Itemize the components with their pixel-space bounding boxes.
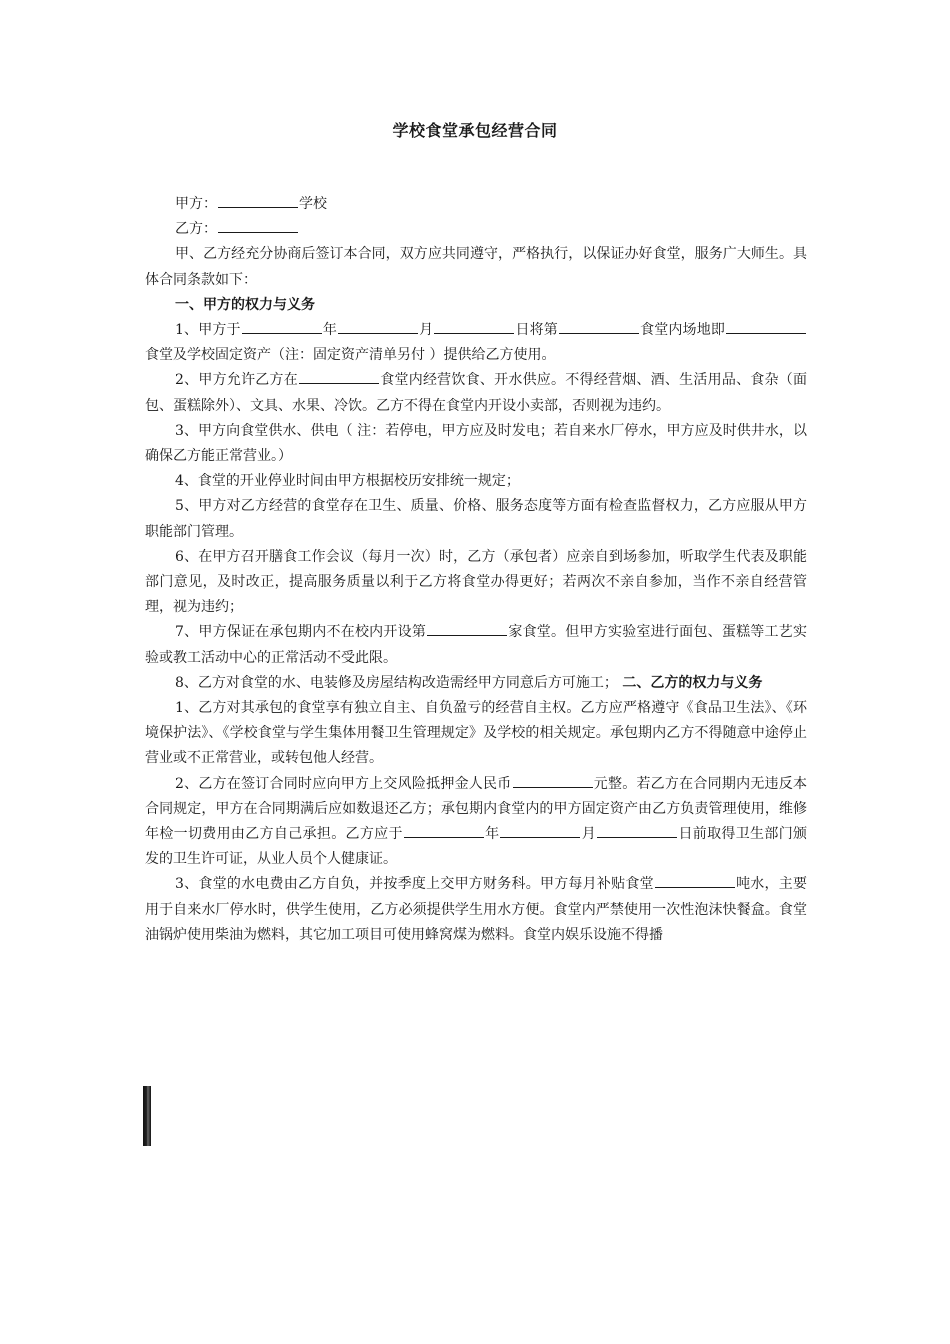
s2-item3-text-b: 吨水，主要用于自来水厂停水时，供学生使用，乙方必须提供学生用水方便。食堂内严禁使用一次性泡沫快餐盒。食堂油锅炉使用柴油为燃料，其它加工项目可使用蜂窝煤为燃料。食堂内娱乐设施不得播 (145, 876, 808, 943)
party-b-blank (218, 217, 298, 233)
s2-item2-text-d: 月 (581, 826, 597, 843)
s1-item7-text-a: 7、甲方保证在承包期内不在校内开设第 (175, 624, 427, 641)
section2-heading: 二、乙方的权力与义务 (622, 674, 763, 691)
s2-item1: 1、乙方对其承包的食堂享有独立自主、自负盈亏的经营自主权。乙方应严格遵守《食品卫生法》、《环境保护法》、《学校食堂与学生集体用餐卫生管理规定》及学校的相关规定。承包期内乙方不得随意中途停止营业或不正常营业，或转包他人经营。 (145, 700, 807, 767)
s2-item3 (145, 872, 807, 948)
s1-item1-text-a: 1、甲方于 (175, 322, 241, 339)
blank-field (299, 368, 379, 384)
s1-item1-text-b: 年 (322, 322, 337, 339)
s2-item2 (145, 772, 807, 873)
s2-item2-text-c: 年 (484, 826, 500, 843)
s1-item7-text-b: 家食堂。但甲方实验室进行面包、蛋糕等工艺实验或教工活动中心的正常活动不受此限。 (145, 624, 808, 666)
s1-item3: 3、甲方向食堂供水、供电（ 注：若停电，甲方应及时发电；若自来水厂停水，甲方应及时供井水，以确保乙方能正常营业。） (145, 422, 807, 465)
s1-item5: 5、甲方对乙方经营的食堂存在卫生、质量、价格、服务态度等方面有检查监督权力，乙方应服从甲方职能部门管理。 (145, 498, 807, 540)
s1-item7 (145, 620, 807, 670)
s1-item2-text-a: 2、甲方允许乙方在 (175, 372, 299, 389)
party-a-blank (218, 192, 298, 208)
intro-paragraph: 甲、乙方经充分协商后签订本合同，双方应共同遵守，严格执行，以保证办好食堂，服务广大师生。具体合同条款如下： (145, 246, 807, 288)
blank-field (434, 318, 514, 334)
blank-field (559, 318, 639, 334)
party-a-label: 甲方： (175, 196, 217, 212)
blank-field (655, 872, 735, 888)
blank-field (242, 318, 322, 334)
s1-item6: 6、在甲方召开膳食工作会议（每月一次）时，乙方（承包者）应亲自到场参加，听取学生代表及职能部门意见，及时改正，提高服务质量以利于乙方将食堂办得更好；若两次不亲自参加，当作不亲自经营管理，视为违约； (145, 548, 807, 616)
s1-item1-text-e: 食堂内场地即 (639, 322, 726, 339)
s1-item2-text-b: 食堂内经营饮食、开水供应。不得经营烟、酒、生活用品、食杂（面包、蛋糕除外）、文具、水果、冷饮。乙方不得在食堂内开设小卖部，否则视为违约。 (145, 372, 807, 414)
s1-item1-text-c: 月 (419, 322, 434, 339)
party-a-line (145, 192, 807, 217)
blank-field (404, 822, 484, 838)
s1-item1-text-d: 日将第 (515, 322, 558, 339)
party-a-suffix: 学校 (299, 196, 327, 212)
party-b-label: 乙方： (175, 221, 217, 238)
s2-item2-text-e: 日前取得卫生部门颁发的卫生许可证，从业人员个人健康证。 (145, 826, 808, 868)
blank-field (500, 822, 580, 838)
s1-item1 (145, 318, 807, 368)
blank-field (726, 318, 806, 334)
s2-item2-text-b: 元整。若乙方在合同期内无违反本合同规定，甲方在合同期满后应如数退还乙方；承包期内食堂内的甲方固定资产由乙方负责管理使用，维修年检一切费用由乙方自己承担。乙方应于 (145, 775, 808, 843)
s1-item2 (145, 368, 807, 418)
blank-field (427, 620, 507, 636)
blank-field (338, 318, 418, 334)
s2-item2-text-a: 2、乙方在签订合同时应向甲方上交风险抵押金人民币 (175, 775, 512, 792)
s1-item4: 4、食堂的开业停业时间由甲方根据校历安排统一规定； (175, 473, 520, 490)
document-title: 学校食堂承包经营合同 (392, 121, 558, 140)
scan-edge-mark (143, 1086, 151, 1146)
blank-field (513, 772, 593, 788)
s1-item8-text: 8、乙方对食堂的水、电装修及房屋结构改造需经甲方同意后方可施工； (175, 674, 618, 691)
contract-body (145, 192, 807, 948)
s2-item3-text-a: 3、食堂的水电费由乙方自负，并按季度上交甲方财务科。甲方每月补贴食堂 (175, 876, 654, 893)
s1-item8 (145, 671, 807, 696)
party-b-line (145, 217, 807, 242)
s1-item1-text-f: 食堂及学校固定资产（注：固定资产清单另付 ）提供给乙方使用。 (145, 347, 556, 364)
blank-field (597, 822, 677, 838)
section1-heading: 一、甲方的权力与义务 (175, 296, 315, 313)
